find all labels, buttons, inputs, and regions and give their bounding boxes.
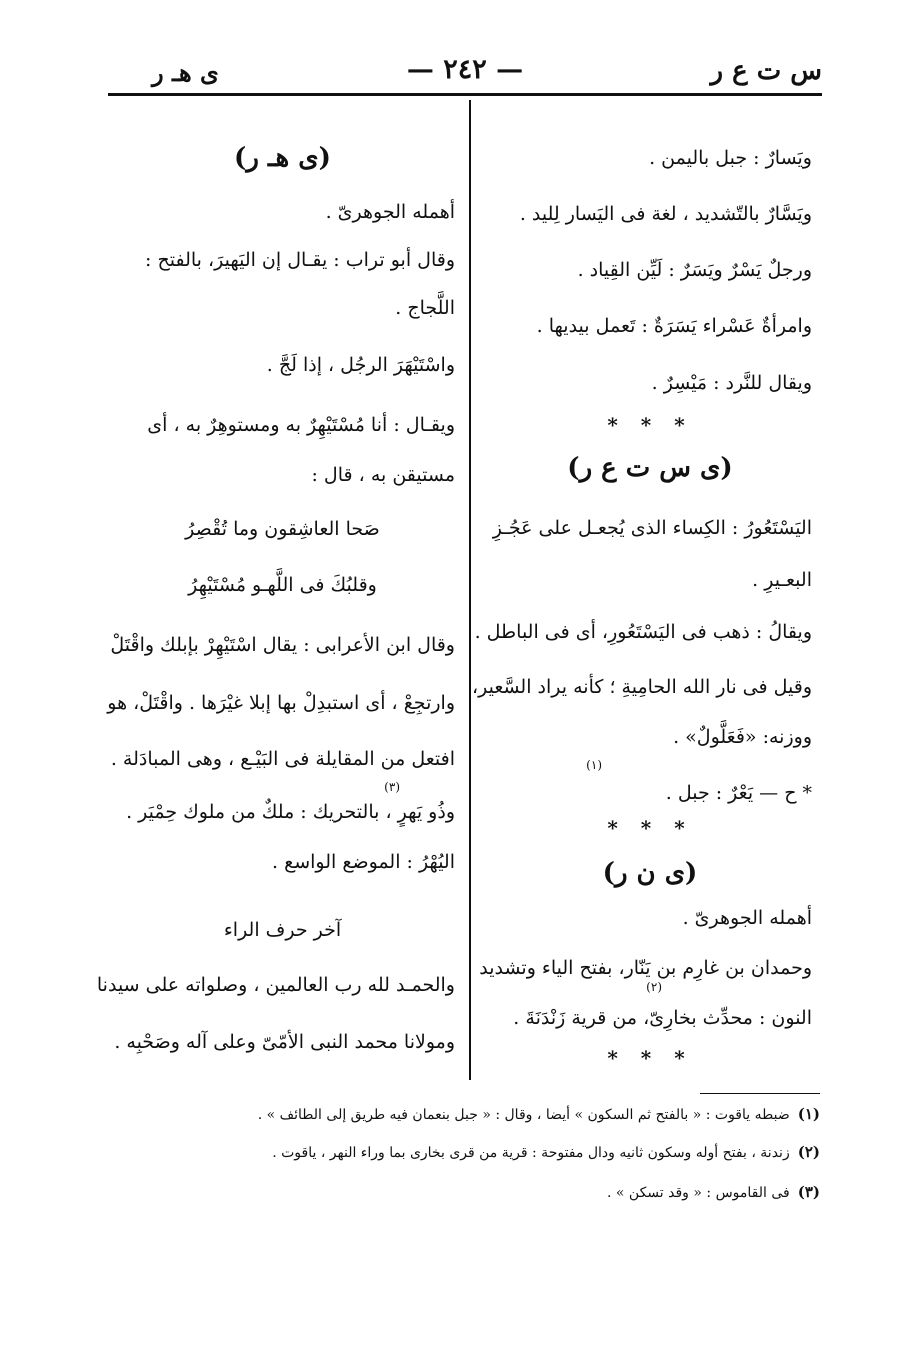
footnote-marker: (٣) — [384, 780, 400, 794]
entry-line: وقيل فى نار الله الحامِيةِ ؛ كأنه يراد السَّعير، — [471, 676, 812, 698]
footnote-number: (٣) — [797, 1183, 820, 1201]
verse-line: صَحا العاشِقون وما تُقْصِرُ — [185, 518, 380, 540]
footnote-text: ضبطه ياقوت : « بالفتح ثم السكون » أيضا ، وقال : « جبل بنعمان فيه طريق إلى الطائف » . — [257, 1107, 790, 1123]
entry-line: اليَسْتَعُورُ : الكِساء الذى يُجعـل على عَجُـزِ — [492, 517, 812, 539]
entry-line: مستيقن به ، قال : — [311, 464, 455, 486]
closing-line: ومولانا محمد النبى الأمّىّ وعلى آله وصَحْبِه . — [114, 1031, 455, 1053]
entry-line: اللَّجاج . — [395, 297, 455, 319]
section-separator: * * * — [607, 816, 693, 840]
entry-line: * ح — يَعْرٌ : جبل . — [665, 782, 812, 804]
page-header — [108, 50, 822, 90]
chapter-end-heading: آخر حرف الراء — [223, 919, 342, 941]
entry-line: ويَسارٌ : جبل باليمن . — [649, 147, 812, 169]
entry-line: وحمدان بن غارِم بن يَنّار، بفتح الياء وتشديد — [479, 957, 812, 979]
header-rule — [108, 93, 822, 96]
entry-line: أهمله الجوهرىّ . — [325, 201, 455, 223]
column-divider — [469, 100, 471, 1080]
entry-line: وقال ابن الأعرابى : يقال اسْتَيْهِرْ بإبلك واقْتَلْ — [110, 634, 455, 656]
section-separator: * * * — [607, 1046, 693, 1070]
footnote-number: (٢) — [797, 1143, 820, 1161]
entry-line: وقال أبو تراب : يقـال إن اليَهيرَ، بالفتح : — [145, 249, 455, 271]
entry-line: وارتجِعْ ، أى استبدِلْ بها إبلا غيْرَها . واقْتَلْ، هو — [107, 692, 455, 714]
entry-line: النون : محدِّث بخارِىّ، من قرية زَنْدَنَةَ . — [513, 1007, 812, 1029]
footnote-number: (١) — [797, 1105, 820, 1123]
header-root-left: ى هـ ر — [152, 58, 219, 87]
entry-line: ويقال للنَّرد : مَيْسِرٌ . — [651, 372, 812, 394]
footnote-marker: (١) — [586, 758, 602, 772]
entry-line: ويقـال : أنا مُسْتَيْهِرٌ به ومستوهِرٌ به ، أى — [147, 414, 455, 436]
verse-line: وقلبُكَ فى اللَّهـو مُسْتَيْهِرُ — [188, 574, 377, 596]
closing-line: والحمـد لله رب العالمين ، وصلواته على سيدنا — [96, 974, 455, 996]
footnote-marker: (٢) — [646, 980, 662, 994]
footnote — [272, 1142, 820, 1163]
entry-line: البعـيرِ . — [752, 569, 812, 591]
entry-line: اليُهْرُ : الموضع الواسع . — [272, 851, 455, 873]
section-heading: (ى ن ر) — [602, 858, 698, 888]
entry-line: ويقالُ : ذهب فى اليَسْتَعُورِ، أى فى الباطل . — [474, 621, 812, 643]
page-number: — ٢٤٢ — — [406, 54, 524, 85]
footnote-text: زندنة ، بفتح أوله وسكون ثانيه ودال مفتوحة : قرية من قرى بخارى بما وراء النهر ، ياقوت . — [272, 1145, 790, 1161]
footnote-rule — [700, 1093, 820, 1094]
section-heading: (ى هـ ر) — [234, 143, 331, 173]
entry-line: ورجلٌ يَسْرٌ ويَسَرٌ : لَيِّن القِياد . — [577, 259, 812, 281]
entry-line: أهمله الجوهرىّ . — [682, 907, 812, 929]
entry-line: وذُو يَهرٍ ، بالتحريك : ملكٌ من ملوك حِمْيَر . — [126, 801, 455, 823]
entry-line: وامرأةٌ عَسْراء يَسَرَةٌ : تَعمل بيديها . — [536, 315, 812, 337]
header-root-right: س ت ع ر — [710, 56, 822, 86]
footnote — [258, 1104, 820, 1125]
section-separator: * * * — [607, 413, 693, 437]
entry-line: ووزنه: «فَعَلَّولٌ» . — [673, 726, 812, 748]
entry-line: واسْتَيْهَرَ الرجُل ، إذا لَجَّ . — [266, 354, 455, 376]
section-heading: (ى س ت ع ر) — [567, 453, 733, 483]
footnote-text: فى القاموس : « وقد تسكن » . — [607, 1185, 790, 1201]
footnote — [607, 1182, 820, 1203]
entry-line: ويَسَّارٌ بالتّشديد ، لغة فى اليَسار لِليد . — [519, 203, 812, 225]
entry-line: افتعل من المقايلة فى البَيْـع ، وهى المبادَلة . — [110, 748, 455, 770]
